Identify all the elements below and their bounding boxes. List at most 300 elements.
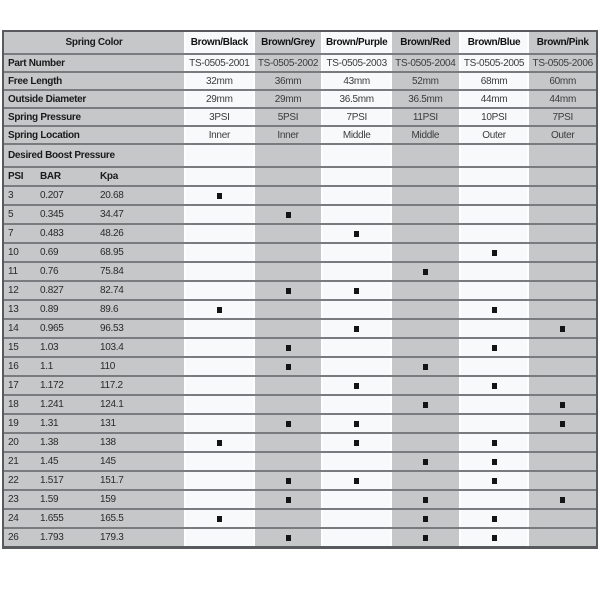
bar-value: 1.31 <box>40 418 59 429</box>
marker-square <box>560 421 565 427</box>
marker-square <box>492 516 497 522</box>
boost-values <box>4 320 184 337</box>
empty-cell <box>184 145 253 166</box>
boost-row <box>4 377 596 396</box>
spec-value: 3PSI <box>184 109 253 125</box>
marker-cell <box>459 453 528 470</box>
marker-cell <box>527 301 596 318</box>
marker-cell <box>527 415 596 432</box>
psi-value: 24 <box>8 513 19 524</box>
marker-square <box>423 516 428 522</box>
kpa-value: 110 <box>100 361 116 372</box>
marker-cell <box>459 491 528 508</box>
boost-values <box>4 415 184 432</box>
marker-square <box>560 497 565 503</box>
marker-cell <box>184 472 253 489</box>
empty-cell <box>253 168 322 185</box>
boost-row <box>4 491 596 510</box>
boost-row <box>4 415 596 434</box>
units-header-labels <box>4 168 184 185</box>
spec-value: 7PSI <box>321 109 390 125</box>
marker-cell <box>321 320 390 337</box>
bar-value: 0.345 <box>40 209 64 220</box>
marker-cell <box>390 491 459 508</box>
marker-square <box>492 345 497 351</box>
units-header-row <box>4 168 596 187</box>
marker-square <box>354 478 359 484</box>
marker-cell <box>253 358 322 375</box>
boost-row <box>4 320 596 339</box>
marker-cell <box>390 282 459 299</box>
marker-cell <box>459 187 528 204</box>
spec-row <box>4 127 596 145</box>
psi-value: 14 <box>8 323 19 334</box>
empty-cell <box>390 168 459 185</box>
empty-cell <box>527 168 596 185</box>
boost-values <box>4 377 184 394</box>
marker-cell <box>390 263 459 280</box>
empty-cell <box>459 145 528 166</box>
spec-value: TS-0505-2002 <box>253 55 322 71</box>
boost-values <box>4 396 184 413</box>
psi-value: 21 <box>8 456 19 467</box>
marker-cell <box>321 358 390 375</box>
boost-row <box>4 396 596 415</box>
spring-color-header <box>4 32 184 53</box>
marker-cell <box>321 529 390 546</box>
marker-cell <box>184 415 253 432</box>
column-header-brown-pink: Brown/Pink <box>527 32 596 53</box>
psi-value: 23 <box>8 494 19 505</box>
marker-cell <box>321 434 390 451</box>
marker-cell <box>321 491 390 508</box>
marker-cell <box>390 320 459 337</box>
spec-value: 44mm <box>459 91 528 107</box>
marker-cell <box>459 510 528 527</box>
spec-row <box>4 55 596 73</box>
boost-row <box>4 187 596 206</box>
column-header-brown-grey: Brown/Grey <box>253 32 322 53</box>
spec-value: TS-0505-2005 <box>459 55 528 71</box>
marker-cell <box>184 453 253 470</box>
marker-cell <box>527 510 596 527</box>
spec-value: 11PSI <box>390 109 459 125</box>
spec-value: 44mm <box>527 91 596 107</box>
boost-values <box>4 491 184 508</box>
marker-cell <box>527 244 596 261</box>
marker-cell <box>390 358 459 375</box>
spec-value: TS-0505-2006 <box>527 55 596 71</box>
bar-value: 0.207 <box>40 190 64 201</box>
kpa-value: 179.3 <box>100 532 124 543</box>
marker-cell <box>527 187 596 204</box>
boost-row <box>4 244 596 263</box>
boost-row <box>4 358 596 377</box>
marker-cell <box>390 529 459 546</box>
bar-value: 1.1 <box>40 361 54 372</box>
spec-value: 68mm <box>459 73 528 89</box>
marker-square <box>217 440 222 446</box>
marker-cell <box>184 301 253 318</box>
marker-cell <box>527 339 596 356</box>
psi-value: 7 <box>8 228 14 239</box>
marker-square <box>492 383 497 389</box>
boost-values <box>4 453 184 470</box>
marker-cell <box>527 358 596 375</box>
marker-cell <box>527 529 596 546</box>
marker-square <box>492 535 497 541</box>
spec-row <box>4 73 596 91</box>
marker-cell <box>390 472 459 489</box>
marker-cell <box>459 206 528 223</box>
kpa-value: 165.5 <box>100 513 124 524</box>
kpa-value: 82.74 <box>100 285 124 296</box>
psi-value: 12 <box>8 285 19 296</box>
boost-values <box>4 510 184 527</box>
psi-value: 19 <box>8 418 19 429</box>
marker-cell <box>184 244 253 261</box>
column-header-brown-black: Brown/Black <box>184 32 253 53</box>
kpa-value: 34.47 <box>100 209 124 220</box>
boost-values <box>4 282 184 299</box>
marker-cell <box>527 263 596 280</box>
marker-cell <box>527 225 596 242</box>
bar-value: 1.241 <box>40 399 64 410</box>
marker-cell <box>253 244 322 261</box>
marker-cell <box>527 282 596 299</box>
marker-cell <box>390 225 459 242</box>
boost-row <box>4 434 596 453</box>
psi-value: 13 <box>8 304 19 315</box>
spec-value: TS-0505-2004 <box>390 55 459 71</box>
marker-cell <box>184 282 253 299</box>
boost-values <box>4 244 184 261</box>
marker-square <box>492 250 497 256</box>
marker-cell <box>321 472 390 489</box>
marker-cell <box>184 529 253 546</box>
marker-cell <box>527 453 596 470</box>
boost-row <box>4 282 596 301</box>
empty-cell <box>184 168 253 185</box>
marker-cell <box>184 396 253 413</box>
marker-square <box>286 288 291 294</box>
marker-square <box>354 383 359 389</box>
kpa-value: 75.84 <box>100 266 124 277</box>
marker-cell <box>527 434 596 451</box>
marker-square <box>492 440 497 446</box>
column-header-brown-red: Brown/Red <box>390 32 459 53</box>
marker-square <box>354 288 359 294</box>
marker-square <box>423 364 428 370</box>
marker-cell <box>184 187 253 204</box>
spec-row-label: Free Length <box>4 73 184 89</box>
marker-square <box>354 421 359 427</box>
spec-row-label: Spring Location <box>4 127 184 143</box>
empty-cell <box>459 168 528 185</box>
empty-cell <box>321 168 390 185</box>
marker-cell <box>253 320 322 337</box>
marker-cell <box>459 301 528 318</box>
marker-cell <box>253 472 322 489</box>
marker-cell <box>253 396 322 413</box>
boost-values <box>4 187 184 204</box>
marker-cell <box>459 339 528 356</box>
column-header-brown-purple: Brown/Purple <box>321 32 390 53</box>
marker-square <box>492 459 497 465</box>
boost-values <box>4 263 184 280</box>
spec-value: 36mm <box>253 73 322 89</box>
boost-values <box>4 529 184 546</box>
marker-cell <box>253 415 322 432</box>
marker-cell <box>459 529 528 546</box>
boost-values <box>4 358 184 375</box>
spec-value: 52mm <box>390 73 459 89</box>
kpa-value: 124.1 <box>100 399 124 410</box>
boost-row <box>4 510 596 529</box>
kpa-value: 138 <box>100 437 116 448</box>
marker-cell <box>253 434 322 451</box>
marker-square <box>286 345 291 351</box>
marker-square <box>286 421 291 427</box>
marker-cell <box>390 415 459 432</box>
spec-value: 60mm <box>527 73 596 89</box>
marker-cell <box>253 510 322 527</box>
empty-cell <box>253 145 322 166</box>
kpa-value: 68.95 <box>100 247 124 258</box>
boost-row <box>4 472 596 491</box>
marker-cell <box>321 510 390 527</box>
marker-cell <box>321 206 390 223</box>
marker-square <box>560 326 565 332</box>
kpa-value: 89.6 <box>100 304 119 315</box>
marker-cell <box>253 206 322 223</box>
spec-row <box>4 109 596 127</box>
marker-cell <box>253 187 322 204</box>
spec-value: 32mm <box>184 73 253 89</box>
bar-value: 0.89 <box>40 304 59 315</box>
kpa-value: 117.2 <box>100 380 123 391</box>
boost-row <box>4 529 596 546</box>
psi-value: 20 <box>8 437 19 448</box>
marker-cell <box>253 225 322 242</box>
marker-cell <box>253 491 322 508</box>
spec-value: Inner <box>184 127 253 143</box>
marker-cell <box>321 396 390 413</box>
bar-value: 1.38 <box>40 437 59 448</box>
spec-value: TS-0505-2003 <box>321 55 390 71</box>
marker-square <box>354 326 359 332</box>
kpa-value: 131 <box>100 418 116 429</box>
marker-cell <box>321 377 390 394</box>
marker-cell <box>253 301 322 318</box>
marker-cell <box>184 206 253 223</box>
boost-row <box>4 453 596 472</box>
kpa-value: 20.68 <box>100 190 124 201</box>
marker-cell <box>390 244 459 261</box>
spec-value: TS-0505-2001 <box>184 55 253 71</box>
kpa-value: 145 <box>100 456 116 467</box>
psi-value: 26 <box>8 532 19 543</box>
spec-value: 36.5mm <box>390 91 459 107</box>
marker-cell <box>390 339 459 356</box>
marker-cell <box>184 263 253 280</box>
marker-square <box>354 440 359 446</box>
spec-value: Middle <box>390 127 459 143</box>
boost-values <box>4 206 184 223</box>
marker-square <box>423 459 428 465</box>
empty-cell <box>321 145 390 166</box>
marker-square <box>286 478 291 484</box>
marker-square <box>217 193 222 199</box>
kpa-value: 96.53 <box>100 323 124 334</box>
bar-value: 0.827 <box>40 285 64 296</box>
marker-cell <box>321 453 390 470</box>
boost-values <box>4 472 184 489</box>
marker-square <box>423 535 428 541</box>
boost-values <box>4 434 184 451</box>
marker-cell <box>390 377 459 394</box>
boost-values <box>4 301 184 318</box>
spec-value: 5PSI <box>253 109 322 125</box>
marker-cell <box>184 320 253 337</box>
marker-cell <box>184 339 253 356</box>
boost-row <box>4 225 596 244</box>
desired-boost-label: Desired Boost Pressure <box>4 145 184 166</box>
marker-cell <box>390 187 459 204</box>
psi-value: 17 <box>8 380 19 391</box>
marker-cell <box>390 453 459 470</box>
marker-cell <box>459 377 528 394</box>
table-header-row <box>4 32 596 55</box>
empty-cell <box>527 145 596 166</box>
bar-value: 1.03 <box>40 342 59 353</box>
spec-row-label: Outside Diameter <box>4 91 184 107</box>
psi-value: 15 <box>8 342 19 353</box>
marker-cell <box>184 358 253 375</box>
spec-value: 43mm <box>321 73 390 89</box>
spec-value: 29mm <box>253 91 322 107</box>
marker-cell <box>253 339 322 356</box>
marker-cell <box>184 434 253 451</box>
marker-cell <box>527 377 596 394</box>
boost-row <box>4 339 596 358</box>
marker-cell <box>459 263 528 280</box>
marker-cell <box>321 244 390 261</box>
marker-cell <box>459 396 528 413</box>
psi-value: 18 <box>8 399 19 410</box>
empty-cell <box>390 145 459 166</box>
marker-square <box>286 212 291 218</box>
marker-cell <box>184 510 253 527</box>
bar-value: 1.793 <box>40 532 64 543</box>
spec-value: 29mm <box>184 91 253 107</box>
spec-value: Middle <box>321 127 390 143</box>
marker-cell <box>184 225 253 242</box>
boost-values <box>4 339 184 356</box>
spring-spec-table <box>2 30 598 549</box>
column-header-brown-blue: Brown/Blue <box>459 32 528 53</box>
marker-cell <box>321 187 390 204</box>
marker-cell <box>459 358 528 375</box>
marker-cell <box>253 529 322 546</box>
spec-value: Outer <box>459 127 528 143</box>
marker-square <box>423 497 428 503</box>
marker-square <box>286 535 291 541</box>
marker-cell <box>253 282 322 299</box>
marker-cell <box>459 320 528 337</box>
marker-cell <box>527 396 596 413</box>
marker-cell <box>390 434 459 451</box>
spec-value: 36.5mm <box>321 91 390 107</box>
marker-cell <box>184 377 253 394</box>
marker-cell <box>321 282 390 299</box>
spec-row-label: Part Number <box>4 55 184 71</box>
bar-value: 1.517 <box>40 475 64 486</box>
marker-cell <box>459 472 528 489</box>
marker-cell <box>527 472 596 489</box>
boost-row <box>4 263 596 282</box>
marker-cell <box>390 396 459 413</box>
marker-cell <box>253 263 322 280</box>
desired-boost-row <box>4 145 596 168</box>
marker-cell <box>321 225 390 242</box>
boost-row <box>4 206 596 225</box>
marker-cell <box>459 225 528 242</box>
bar-value: 1.59 <box>40 494 59 505</box>
bar-value: 0.69 <box>40 247 59 258</box>
marker-cell <box>321 339 390 356</box>
psi-value: 22 <box>8 475 19 486</box>
unit-header: BAR <box>40 171 61 182</box>
marker-square <box>354 231 359 237</box>
marker-square <box>217 516 222 522</box>
bar-value: 0.965 <box>40 323 64 334</box>
marker-cell <box>321 301 390 318</box>
spring-color-label: Spring Color <box>65 37 123 48</box>
marker-square <box>560 402 565 408</box>
marker-cell <box>253 377 322 394</box>
bar-value: 1.45 <box>40 456 59 467</box>
marker-cell <box>527 320 596 337</box>
marker-cell <box>321 263 390 280</box>
spec-row-label: Spring Pressure <box>4 109 184 125</box>
marker-cell <box>459 434 528 451</box>
marker-cell <box>390 301 459 318</box>
marker-square <box>217 307 222 313</box>
marker-square <box>492 478 497 484</box>
marker-cell <box>321 415 390 432</box>
marker-cell <box>459 244 528 261</box>
bar-value: 1.655 <box>40 513 64 524</box>
psi-value: 3 <box>8 190 14 201</box>
marker-square <box>492 307 497 313</box>
spec-value: Inner <box>253 127 322 143</box>
marker-cell <box>253 453 322 470</box>
marker-square <box>286 364 291 370</box>
boost-row <box>4 301 596 320</box>
spec-row <box>4 91 596 109</box>
psi-value: 11 <box>8 266 18 277</box>
psi-value: 5 <box>8 209 14 220</box>
marker-cell <box>184 491 253 508</box>
marker-cell <box>390 510 459 527</box>
unit-header: PSI <box>8 171 24 182</box>
psi-value: 10 <box>8 247 19 258</box>
psi-value: 16 <box>8 361 19 372</box>
kpa-value: 151.7 <box>100 475 124 486</box>
marker-square <box>423 402 428 408</box>
marker-cell <box>527 206 596 223</box>
